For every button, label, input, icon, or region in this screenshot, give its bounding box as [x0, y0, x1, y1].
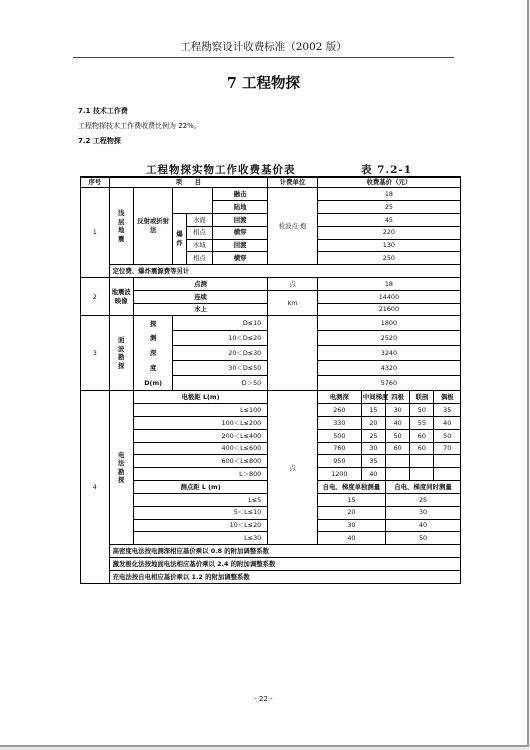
method-column-header: 联剖 [410, 391, 434, 404]
row-no: 3 [81, 316, 110, 391]
spacing-header: 电极距 L(m) [133, 391, 267, 404]
category-label: 电法勘探 [109, 391, 133, 545]
table-title: 工程物探实物工作收费基价表 [146, 164, 296, 176]
table-row [81, 290, 461, 303]
row-no: 1 [81, 188, 110, 278]
price-cell: 130 [317, 239, 460, 252]
header-no: 序号 [81, 177, 110, 188]
table-row [81, 316, 461, 331]
unit-cell: 点 [268, 277, 318, 290]
depth-label: 度 [133, 361, 173, 376]
price-cell: 1200 [317, 468, 361, 481]
medium-label: 相点 [186, 252, 212, 265]
depth-label: 测 [133, 331, 173, 346]
price-cell: 55 [410, 416, 434, 429]
running-head: 工程勘察设计收费标准（2002 版） [180, 41, 347, 53]
price-cell: 20 [361, 416, 385, 429]
table-row [81, 265, 461, 278]
price-cell: 50 [410, 404, 434, 417]
source-type: 横穿 [213, 226, 268, 239]
range-cell: D＞50 [173, 376, 268, 391]
group-note: 充电法按自电相应基价乘以 1.2 的附加调整系数 [109, 570, 460, 583]
row-no: 4 [81, 391, 110, 584]
method-cell: 点测 [133, 277, 267, 290]
price-cell: 40 [386, 519, 461, 532]
method-column-header: 电测深 [317, 391, 361, 404]
price-cell: 25 [317, 201, 460, 214]
range-cell: 400＜L≤600 [133, 442, 267, 455]
price-cell: 40 [317, 532, 385, 545]
unit-cell: km [268, 290, 318, 316]
range-cell: 30＜D≤50 [173, 361, 268, 376]
depth-label: 深 [133, 346, 173, 361]
method-cell: 水上 [133, 303, 267, 316]
source-type: 融击 [213, 188, 268, 201]
table-row [81, 188, 461, 201]
medium-label: 水面 [186, 213, 212, 226]
price-cell: 35 [361, 455, 385, 468]
table-row [81, 570, 461, 583]
price-cell: 30 [386, 404, 410, 417]
price-cell [410, 468, 434, 481]
price-cell [410, 455, 434, 468]
price-cell: 500 [317, 429, 361, 442]
price-cell: 50 [434, 429, 461, 442]
price-cell: 3240 [317, 346, 460, 361]
price-cell: 60 [386, 442, 410, 455]
method-column-header: 中间梯度 [361, 391, 385, 404]
range-cell: L≤30 [133, 532, 267, 545]
header-unit: 计费单位 [268, 177, 318, 188]
medium-label: 水域 [186, 239, 212, 252]
range-cell: D≤10 [173, 316, 268, 331]
method-column-header: 四极 [386, 391, 410, 404]
price-cell: 40 [361, 468, 385, 481]
method-column-header: 偶极 [434, 391, 461, 404]
price-cell: 950 [317, 455, 361, 468]
method-column-header: 自电、梯度单独测量 [317, 481, 385, 494]
price-cell: 1800 [317, 316, 460, 331]
category-label: 地震波映像 [109, 277, 133, 315]
depth-label: D(m) [133, 376, 173, 391]
price-cell: 30 [317, 519, 385, 532]
source-type: 回渡 [213, 239, 268, 252]
price-cell [434, 468, 461, 481]
table-row [81, 545, 461, 558]
price-cell: 330 [317, 416, 361, 429]
table-row [81, 391, 461, 404]
section-7-1-text: 工程物探技术工作费收费比例为 22%。 [78, 122, 201, 130]
price-cell: 18 [317, 188, 460, 201]
price-cell [386, 468, 410, 481]
price-cell: 60 [410, 429, 434, 442]
price-cell: 50 [386, 532, 461, 545]
section-7-2-heading: 7.2 工程物探 [78, 137, 121, 145]
group-note: 激发极化法按地面电法相应基价乘以 2.4 的附加调整系数 [109, 558, 460, 571]
category-label: 面波勘探 [109, 316, 133, 391]
price-cell: 40 [386, 416, 410, 429]
range-cell: 20＜D≤30 [173, 346, 268, 361]
price-cell: 15 [361, 404, 385, 417]
range-cell: 100＜L≤200 [133, 416, 267, 429]
range-cell: L＞800 [133, 468, 267, 481]
range-cell: 10＜L≤20 [133, 519, 267, 532]
section-7-1-heading: 7.1 技术工作费 [78, 107, 128, 115]
table-row [81, 277, 461, 290]
price-cell: 30 [386, 506, 461, 519]
price-cell [434, 455, 461, 468]
range-cell: 200＜L≤400 [133, 429, 267, 442]
unit-cell: 检波点·炮 [268, 188, 318, 265]
price-cell: 260 [317, 404, 361, 417]
price-cell: 35 [434, 404, 461, 417]
fee-table [80, 176, 461, 584]
price-cell: 25 [386, 493, 461, 506]
price-cell: 250 [317, 252, 460, 265]
price-cell: 18 [317, 277, 460, 290]
price-cell: 15 [317, 493, 385, 506]
price-cell: 50 [386, 429, 410, 442]
price-cell: 20 [317, 506, 385, 519]
price-cell: 2520 [317, 331, 460, 346]
price-cell: 760 [317, 442, 361, 455]
blasting-label: 爆炸 [173, 213, 186, 264]
category-label: 浅层地震 [109, 188, 133, 265]
price-cell: 25 [361, 429, 385, 442]
header-item: 项 目 [109, 177, 268, 188]
range-cell: L≤100 [133, 404, 267, 417]
range-cell: 10＜D≤20 [173, 331, 268, 346]
price-cell: 21600 [317, 303, 460, 316]
spacing-header: 测点距 L (m) [133, 481, 267, 494]
source-type: 回渡 [213, 213, 268, 226]
method-column-header: 自电、梯度同时测量 [386, 481, 461, 494]
table-header-row [81, 177, 461, 188]
header-rule [73, 57, 454, 58]
depth-label: 探 [133, 316, 173, 331]
page-number: - 22 - [254, 695, 273, 703]
price-cell: 30 [361, 442, 385, 455]
price-cell: 5760 [317, 376, 460, 391]
unit-cell: 点 [268, 391, 318, 545]
table-number: 表 7.2-1 [361, 164, 413, 176]
group-note: 定位费、爆炸震源费等另计 [109, 265, 460, 278]
range-cell: 600＜L≤800 [133, 455, 267, 468]
price-cell: 70 [434, 442, 461, 455]
range-cell: L≤5 [133, 493, 267, 506]
range-cell: 5＜L≤10 [133, 506, 267, 519]
group-note: 高密度电法按电测深相应基价乘以 0.8 的附加调整系数 [109, 545, 460, 558]
method-cell: 连续 [133, 290, 267, 303]
price-cell: 60 [410, 442, 434, 455]
price-cell: 220 [317, 226, 460, 239]
price-cell [386, 455, 410, 468]
source-type: 横穿 [213, 252, 268, 265]
method-label: 反射或折射法 [133, 188, 173, 265]
price-cell: 4320 [317, 361, 460, 376]
row-no: 2 [81, 277, 110, 315]
unit-cell [268, 316, 318, 391]
price-cell: 45 [317, 213, 460, 226]
price-cell: 40 [434, 416, 461, 429]
price-cell: 14400 [317, 290, 460, 303]
medium-label: 相点 [186, 226, 212, 239]
header-price: 收费基价（元） [317, 177, 460, 188]
chapter-title: 7 工程物探 [226, 75, 301, 92]
table-row [81, 558, 461, 571]
source-type: 陆地 [213, 201, 268, 214]
